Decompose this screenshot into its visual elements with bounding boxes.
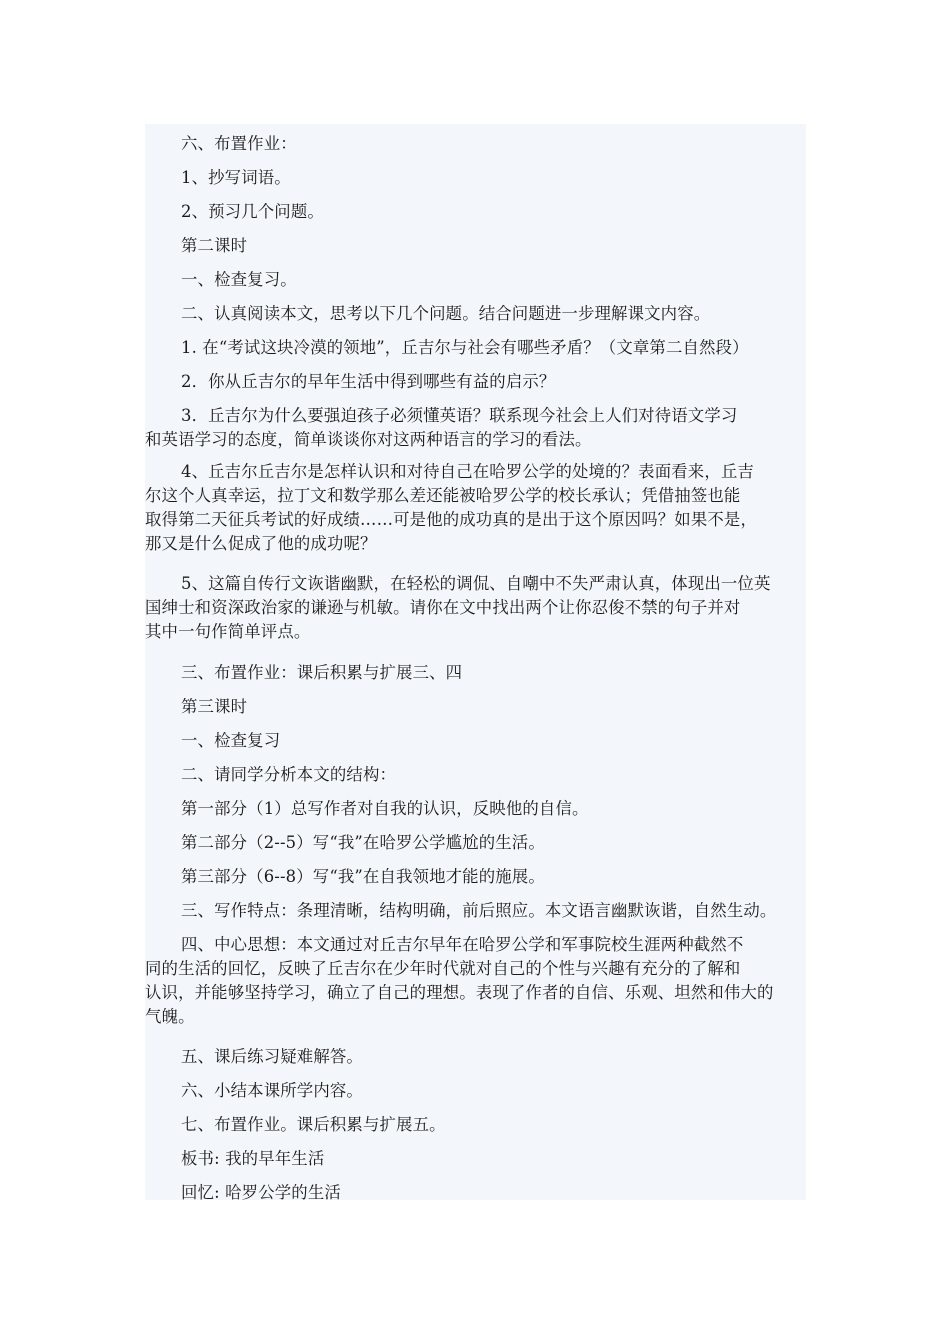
paragraph xyxy=(145,933,806,1029)
paragraph: 2、预习几个问题。 xyxy=(181,202,324,221)
paragraph-line: 同的生活的回忆，反映了丘吉尔在少年时代就对自己的个性与兴趣有充分的了解和 xyxy=(145,959,741,978)
paragraph-line: 气魄。 xyxy=(145,1007,195,1026)
paragraph xyxy=(145,404,806,452)
paragraph-line: 4、丘吉尔丘吉尔是怎样认识和对待自己在哈罗公学的处境的？表面看来，丘吉 xyxy=(181,462,754,481)
paragraph: 一、检查复习。 xyxy=(181,270,297,289)
paragraph: 六、布置作业： xyxy=(181,134,297,153)
paragraph-line: 认识，并能够坚持学习，确立了自己的理想。表现了作者的自信、乐观、坦然和伟大的 xyxy=(145,983,774,1002)
paragraph-line: 取得第二天征兵考试的好成绩……可是他的成功真的是出于这个原因吗？如果不是， xyxy=(145,510,758,529)
paragraph: 第一部分（1）总写作者对自我的认识，反映他的自信。 xyxy=(181,799,589,818)
paragraph: 一、检查复习 xyxy=(181,731,281,750)
paragraph: 1、抄写词语。 xyxy=(181,168,291,187)
paragraph: 2．你从丘吉尔的早年生活中得到哪些有益的启示？ xyxy=(181,372,556,391)
paragraph xyxy=(145,572,806,644)
paragraph-line: 四、中心思想：本文通过对丘吉尔早年在哈罗公学和军事院校生涯两种截然不 xyxy=(181,935,744,954)
paragraph: 板书: 我的早年生活 xyxy=(181,1149,325,1168)
paragraph: 二、请同学分析本文的结构： xyxy=(181,765,397,784)
paragraph: 第二部分（2--5）写“我”在哈罗公学尴尬的生活。 xyxy=(181,833,545,852)
paragraph: 回忆: 哈罗公学的生活 xyxy=(181,1183,341,1202)
paragraph: 三、写作特点：条理清晰，结构明确，前后照应。本文语言幽默诙谐，自然生动。 xyxy=(181,901,777,920)
paragraph xyxy=(145,460,806,556)
paragraph-line: 尔这个人真幸运，拉丁文和数学那么差还能被哈罗公学的校长承认；凭借抽签也能 xyxy=(145,486,741,505)
paragraph-line: 3．丘吉尔为什么要强迫孩子必须懂英语？联系现今社会上人们对待语文学习 xyxy=(181,406,738,425)
paragraph-line: 5、这篇自传行文诙谐幽默，在轻松的调侃、自嘲中不失严肃认真，体现出一位英 xyxy=(181,574,771,593)
document-page xyxy=(145,124,806,1200)
paragraph: 五、课后练习疑难解答。 xyxy=(181,1047,363,1066)
paragraph: 第三课时 xyxy=(181,697,248,716)
paragraph-line: 其中一句作简单评点。 xyxy=(145,622,311,641)
paragraph: 六、小结本课所学内容。 xyxy=(181,1081,363,1100)
paragraph: 第二课时 xyxy=(181,236,248,255)
paragraph: 第三部分（6--8）写“我”在自我领地才能的施展。 xyxy=(181,867,545,886)
paragraph: 三、布置作业：课后积累与扩展三、四 xyxy=(181,663,463,682)
paragraph-line: 和英语学习的态度，简单谈谈你对这两种语言的学习的看法。 xyxy=(145,430,592,449)
paragraph: 七、布置作业。课后积累与扩展五。 xyxy=(181,1115,446,1134)
paragraph-line: 那又是什么促成了他的成功呢？ xyxy=(145,534,377,553)
paragraph: 二、认真阅读本文，思考以下几个问题。结合问题进一步理解课文内容。 xyxy=(181,304,711,323)
paragraph: 1. 在“考试这块冷漠的领地”，丘吉尔与社会有哪些矛盾？（文章第二自然段） xyxy=(181,338,749,357)
paragraph-line: 国绅士和资深政治家的谦逊与机敏。请你在文中找出两个让你忍俊不禁的句子并对 xyxy=(145,598,741,617)
